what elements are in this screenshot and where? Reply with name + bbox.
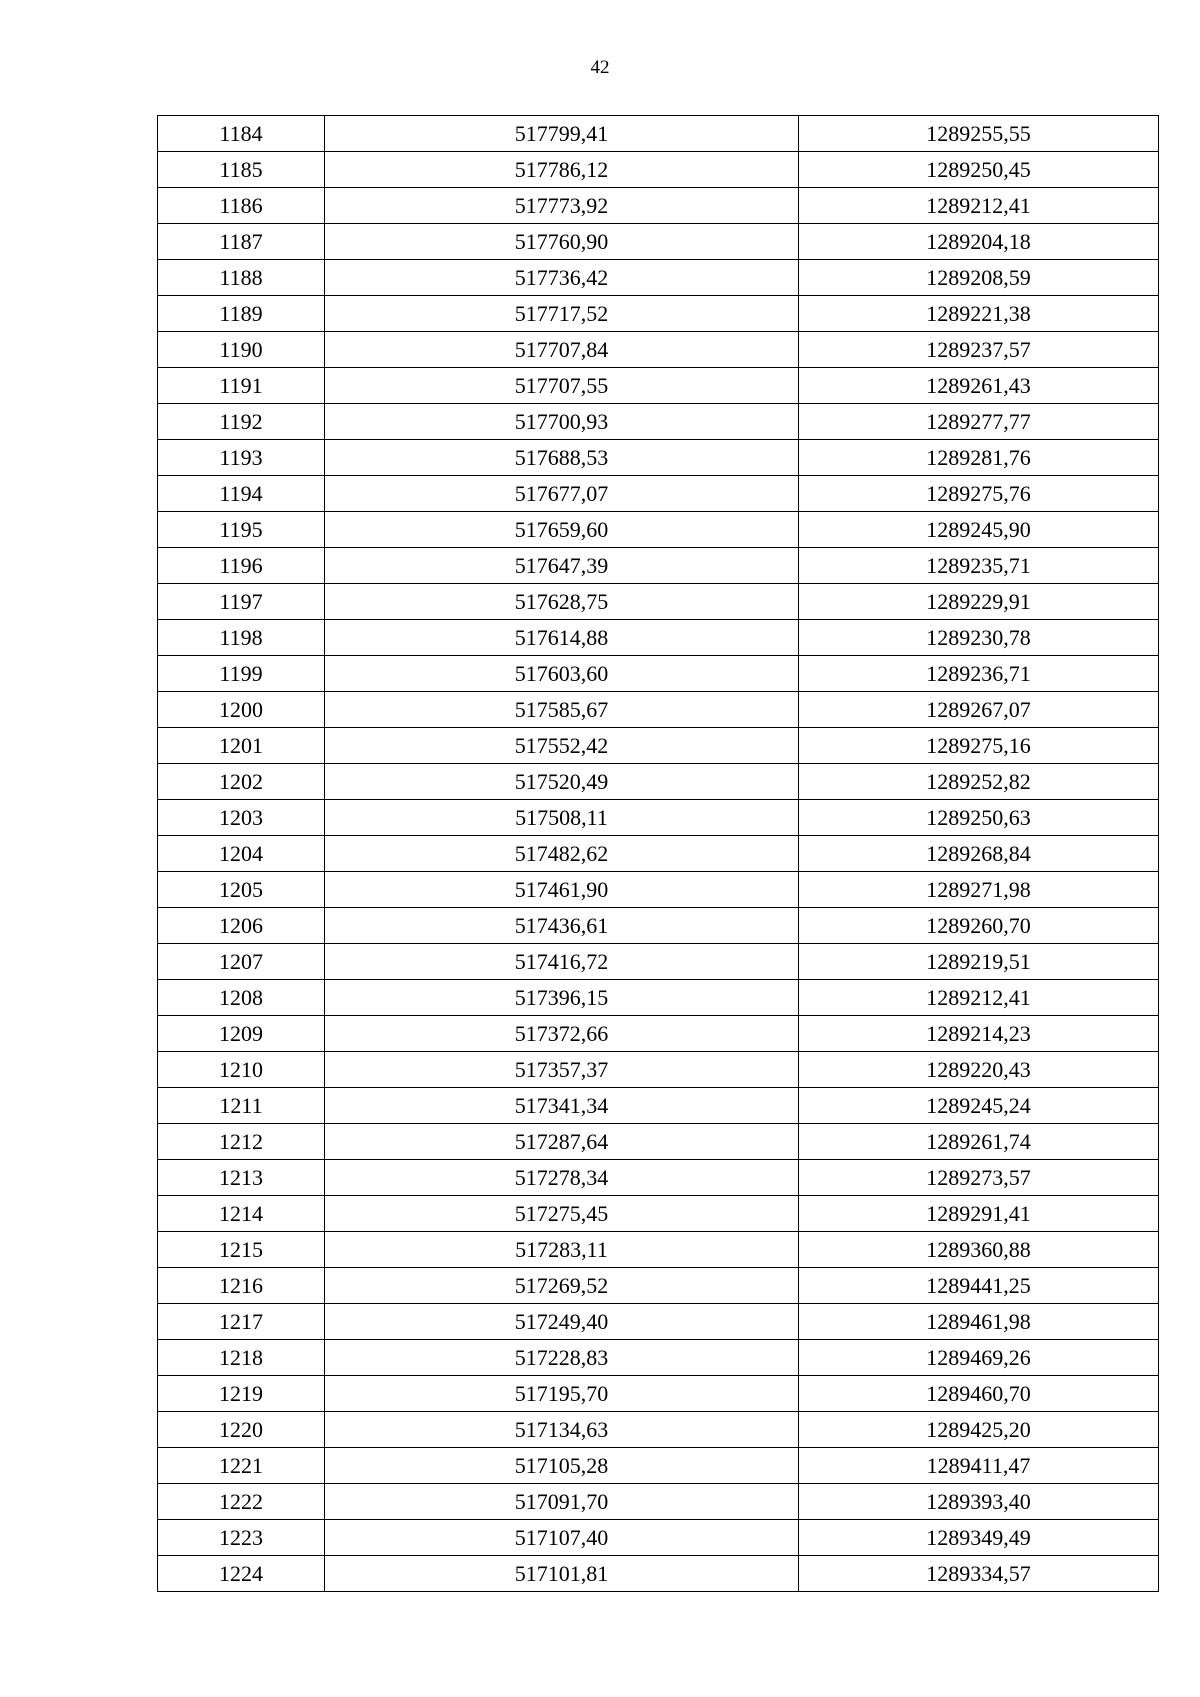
- point-number-cell: 1190: [158, 332, 325, 368]
- x-coordinate-cell: 517760,90: [325, 224, 799, 260]
- x-coordinate-cell: 517461,90: [325, 872, 799, 908]
- table-row: [158, 1376, 1159, 1412]
- y-coordinate-cell: 1289255,55: [799, 116, 1159, 152]
- x-coordinate-cell: 517717,52: [325, 296, 799, 332]
- table-row: [158, 908, 1159, 944]
- y-coordinate-cell: 1289235,71: [799, 548, 1159, 584]
- table-row: [158, 224, 1159, 260]
- table-row: [158, 800, 1159, 836]
- table-row: [158, 188, 1159, 224]
- point-number-cell: 1192: [158, 404, 325, 440]
- y-coordinate-cell: 1289230,78: [799, 620, 1159, 656]
- point-number-cell: 1195: [158, 512, 325, 548]
- x-coordinate-cell: 517603,60: [325, 656, 799, 692]
- point-number-cell: 1208: [158, 980, 325, 1016]
- table-row: [158, 476, 1159, 512]
- x-coordinate-cell: 517416,72: [325, 944, 799, 980]
- point-number-cell: 1212: [158, 1124, 325, 1160]
- table-row: [158, 116, 1159, 152]
- x-coordinate-cell: 517707,55: [325, 368, 799, 404]
- point-number-cell: 1214: [158, 1196, 325, 1232]
- table-row: [158, 1124, 1159, 1160]
- point-number-cell: 1222: [158, 1484, 325, 1520]
- table-row: [158, 1304, 1159, 1340]
- y-coordinate-cell: 1289360,88: [799, 1232, 1159, 1268]
- y-coordinate-cell: 1289212,41: [799, 188, 1159, 224]
- point-number-cell: 1217: [158, 1304, 325, 1340]
- table-row: [158, 1160, 1159, 1196]
- y-coordinate-cell: 1289271,98: [799, 872, 1159, 908]
- x-coordinate-cell: 517773,92: [325, 188, 799, 224]
- table-row: [158, 1052, 1159, 1088]
- y-coordinate-cell: 1289229,91: [799, 584, 1159, 620]
- point-number-cell: 1204: [158, 836, 325, 872]
- table-row: [158, 584, 1159, 620]
- table-row: [158, 728, 1159, 764]
- y-coordinate-cell: 1289252,82: [799, 764, 1159, 800]
- y-coordinate-cell: 1289212,41: [799, 980, 1159, 1016]
- y-coordinate-cell: 1289393,40: [799, 1484, 1159, 1520]
- point-number-cell: 1201: [158, 728, 325, 764]
- point-number-cell: 1184: [158, 116, 325, 152]
- x-coordinate-cell: 517700,93: [325, 404, 799, 440]
- table-row: [158, 944, 1159, 980]
- y-coordinate-cell: 1289411,47: [799, 1448, 1159, 1484]
- x-coordinate-cell: 517091,70: [325, 1484, 799, 1520]
- x-coordinate-cell: 517105,28: [325, 1448, 799, 1484]
- point-number-cell: 1210: [158, 1052, 325, 1088]
- y-coordinate-cell: 1289221,38: [799, 296, 1159, 332]
- y-coordinate-cell: 1289425,20: [799, 1412, 1159, 1448]
- table-row: [158, 260, 1159, 296]
- x-coordinate-cell: 517508,11: [325, 800, 799, 836]
- x-coordinate-cell: 517614,88: [325, 620, 799, 656]
- point-number-cell: 1188: [158, 260, 325, 296]
- table-row: [158, 404, 1159, 440]
- y-coordinate-cell: 1289236,71: [799, 656, 1159, 692]
- table-row: [158, 1412, 1159, 1448]
- point-number-cell: 1207: [158, 944, 325, 980]
- y-coordinate-cell: 1289261,43: [799, 368, 1159, 404]
- point-number-cell: 1223: [158, 1520, 325, 1556]
- x-coordinate-cell: 517107,40: [325, 1520, 799, 1556]
- table-row: [158, 1088, 1159, 1124]
- table-row: [158, 332, 1159, 368]
- y-coordinate-cell: 1289237,57: [799, 332, 1159, 368]
- x-coordinate-cell: 517396,15: [325, 980, 799, 1016]
- table-row: [158, 152, 1159, 188]
- y-coordinate-cell: 1289268,84: [799, 836, 1159, 872]
- x-coordinate-cell: 517275,45: [325, 1196, 799, 1232]
- point-number-cell: 1213: [158, 1160, 325, 1196]
- point-number-cell: 1199: [158, 656, 325, 692]
- x-coordinate-cell: 517101,81: [325, 1556, 799, 1592]
- x-coordinate-cell: 517195,70: [325, 1376, 799, 1412]
- y-coordinate-cell: 1289460,70: [799, 1376, 1159, 1412]
- y-coordinate-cell: 1289204,18: [799, 224, 1159, 260]
- x-coordinate-cell: 517736,42: [325, 260, 799, 296]
- x-coordinate-cell: 517249,40: [325, 1304, 799, 1340]
- x-coordinate-cell: 517482,62: [325, 836, 799, 872]
- table-row: [158, 1016, 1159, 1052]
- table-row: [158, 1196, 1159, 1232]
- point-number-cell: 1191: [158, 368, 325, 404]
- y-coordinate-cell: 1289291,41: [799, 1196, 1159, 1232]
- y-coordinate-cell: 1289461,98: [799, 1304, 1159, 1340]
- table-row: [158, 872, 1159, 908]
- table-row: [158, 692, 1159, 728]
- table-row: [158, 1556, 1159, 1592]
- table-row: [158, 1448, 1159, 1484]
- y-coordinate-cell: 1289220,43: [799, 1052, 1159, 1088]
- point-number-cell: 1215: [158, 1232, 325, 1268]
- point-number-cell: 1209: [158, 1016, 325, 1052]
- table-row: [158, 440, 1159, 476]
- table-row: [158, 548, 1159, 584]
- table-row: [158, 764, 1159, 800]
- point-number-cell: 1185: [158, 152, 325, 188]
- x-coordinate-cell: 517585,67: [325, 692, 799, 728]
- y-coordinate-cell: 1289208,59: [799, 260, 1159, 296]
- x-coordinate-cell: 517341,34: [325, 1088, 799, 1124]
- point-number-cell: 1197: [158, 584, 325, 620]
- x-coordinate-cell: 517707,84: [325, 332, 799, 368]
- y-coordinate-cell: 1289334,57: [799, 1556, 1159, 1592]
- x-coordinate-cell: 517786,12: [325, 152, 799, 188]
- table-row: [158, 836, 1159, 872]
- y-coordinate-cell: 1289250,63: [799, 800, 1159, 836]
- point-number-cell: 1194: [158, 476, 325, 512]
- y-coordinate-cell: 1289245,90: [799, 512, 1159, 548]
- x-coordinate-cell: 517647,39: [325, 548, 799, 584]
- point-number-cell: 1221: [158, 1448, 325, 1484]
- y-coordinate-cell: 1289275,76: [799, 476, 1159, 512]
- y-coordinate-cell: 1289261,74: [799, 1124, 1159, 1160]
- x-coordinate-cell: 517287,64: [325, 1124, 799, 1160]
- table-row: [158, 296, 1159, 332]
- table-row: [158, 656, 1159, 692]
- point-number-cell: 1206: [158, 908, 325, 944]
- point-number-cell: 1198: [158, 620, 325, 656]
- x-coordinate-cell: 517372,66: [325, 1016, 799, 1052]
- x-coordinate-cell: 517799,41: [325, 116, 799, 152]
- table-row: [158, 512, 1159, 548]
- point-number-cell: 1224: [158, 1556, 325, 1592]
- table-row: [158, 620, 1159, 656]
- point-number-cell: 1216: [158, 1268, 325, 1304]
- x-coordinate-cell: 517357,37: [325, 1052, 799, 1088]
- y-coordinate-cell: 1289275,16: [799, 728, 1159, 764]
- x-coordinate-cell: 517520,49: [325, 764, 799, 800]
- point-number-cell: 1189: [158, 296, 325, 332]
- y-coordinate-cell: 1289267,07: [799, 692, 1159, 728]
- y-coordinate-cell: 1289260,70: [799, 908, 1159, 944]
- x-coordinate-cell: 517677,07: [325, 476, 799, 512]
- x-coordinate-cell: 517269,52: [325, 1268, 799, 1304]
- y-coordinate-cell: 1289250,45: [799, 152, 1159, 188]
- y-coordinate-cell: 1289349,49: [799, 1520, 1159, 1556]
- point-number-cell: 1218: [158, 1340, 325, 1376]
- y-coordinate-cell: 1289281,76: [799, 440, 1159, 476]
- x-coordinate-cell: 517228,83: [325, 1340, 799, 1376]
- table-row: [158, 1484, 1159, 1520]
- point-number-cell: 1219: [158, 1376, 325, 1412]
- y-coordinate-cell: 1289219,51: [799, 944, 1159, 980]
- y-coordinate-cell: 1289441,25: [799, 1268, 1159, 1304]
- coordinates-table: [157, 115, 1159, 1592]
- y-coordinate-cell: 1289469,26: [799, 1340, 1159, 1376]
- x-coordinate-cell: 517552,42: [325, 728, 799, 764]
- x-coordinate-cell: 517283,11: [325, 1232, 799, 1268]
- point-number-cell: 1220: [158, 1412, 325, 1448]
- y-coordinate-cell: 1289245,24: [799, 1088, 1159, 1124]
- table-row: [158, 1232, 1159, 1268]
- point-number-cell: 1196: [158, 548, 325, 584]
- table-row: [158, 1520, 1159, 1556]
- table-row: [158, 368, 1159, 404]
- point-number-cell: 1193: [158, 440, 325, 476]
- x-coordinate-cell: 517688,53: [325, 440, 799, 476]
- x-coordinate-cell: 517278,34: [325, 1160, 799, 1196]
- x-coordinate-cell: 517134,63: [325, 1412, 799, 1448]
- y-coordinate-cell: 1289273,57: [799, 1160, 1159, 1196]
- coordinates-table-body: [158, 116, 1159, 1592]
- x-coordinate-cell: 517628,75: [325, 584, 799, 620]
- table-row: [158, 1268, 1159, 1304]
- point-number-cell: 1205: [158, 872, 325, 908]
- x-coordinate-cell: 517659,60: [325, 512, 799, 548]
- point-number-cell: 1200: [158, 692, 325, 728]
- point-number-cell: 1187: [158, 224, 325, 260]
- page-number: 42: [590, 57, 610, 78]
- x-coordinate-cell: 517436,61: [325, 908, 799, 944]
- y-coordinate-cell: 1289277,77: [799, 404, 1159, 440]
- point-number-cell: 1203: [158, 800, 325, 836]
- point-number-cell: 1202: [158, 764, 325, 800]
- point-number-cell: 1211: [158, 1088, 325, 1124]
- table-row: [158, 1340, 1159, 1376]
- point-number-cell: 1186: [158, 188, 325, 224]
- table-row: [158, 980, 1159, 1016]
- y-coordinate-cell: 1289214,23: [799, 1016, 1159, 1052]
